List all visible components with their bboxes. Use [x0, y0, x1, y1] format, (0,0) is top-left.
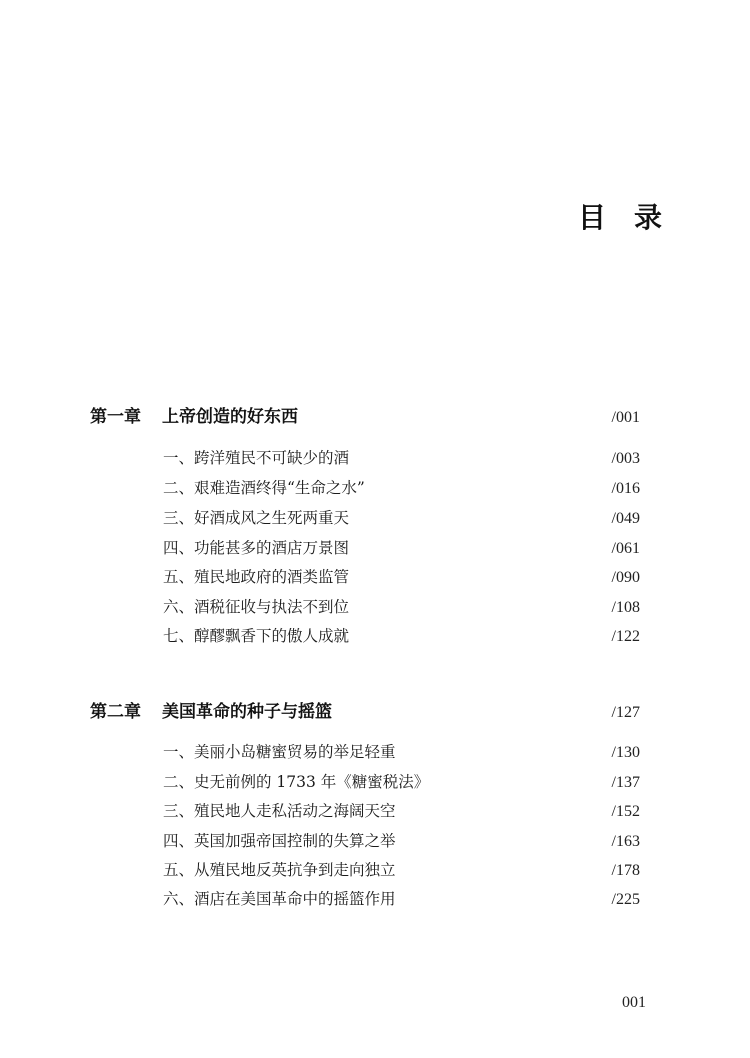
- chapter-label: [90, 697, 332, 722]
- toc-entry[interactable]: [163, 740, 640, 762]
- chapter-number: 第一章: [90, 407, 141, 427]
- chapter-heading[interactable]: [90, 697, 640, 722]
- toc-entry-title: 四、英国加强帝国控制的失算之举: [163, 832, 396, 850]
- toc-entry-page: /178: [611, 862, 640, 879]
- toc-entry-title: 七、醇醪飘香下的傲人成就: [163, 627, 350, 645]
- toc-entry[interactable]: [163, 595, 640, 617]
- toc-entry-title: 三、殖民地人走私活动之海阔天空: [163, 802, 396, 820]
- chapter-number: 第二章: [90, 702, 141, 722]
- page-title: [578, 196, 664, 236]
- toc-entry-page: /061: [611, 540, 640, 557]
- toc-entry-page: /152: [611, 803, 640, 820]
- toc-entry[interactable]: [163, 858, 640, 880]
- toc-entry-title: 二、史无前例的 1733 年《糖蜜税法》: [163, 773, 430, 791]
- toc-entry[interactable]: [163, 829, 640, 851]
- toc-entry-title: 三、好酒成风之生死两重天: [163, 509, 350, 527]
- page-title-char-2: 录: [634, 201, 665, 234]
- chapter-title: 美国革命的种子与摇篮: [162, 702, 332, 722]
- toc-entry-title: 六、酒店在美国革命中的摇篮作用: [163, 890, 396, 908]
- toc-entry-page: /163: [611, 833, 640, 850]
- toc-entry-page: /016: [611, 480, 640, 497]
- toc-entry-page: /137: [611, 774, 640, 791]
- toc-entry[interactable]: [163, 446, 640, 468]
- toc-entry-title: 六、酒税征收与执法不到位: [163, 598, 350, 616]
- toc-entry[interactable]: [163, 799, 640, 821]
- chapter-page-number: /001: [611, 409, 640, 426]
- toc-entry-page: /122: [611, 628, 640, 645]
- toc-entry-page: /130: [611, 744, 640, 761]
- toc-entry-page: /049: [611, 510, 640, 527]
- chapter-label: [90, 402, 298, 427]
- footer-page-number: 001: [622, 994, 646, 1011]
- toc-entry[interactable]: [163, 506, 640, 528]
- page-title-char-1: 目: [578, 201, 609, 234]
- toc-entry[interactable]: [163, 887, 640, 909]
- toc-entry[interactable]: [163, 476, 640, 498]
- chapter-page-number: /127: [611, 704, 640, 721]
- toc-entry-page: /003: [611, 450, 640, 467]
- chapter-title: 上帝创造的好东西: [162, 407, 298, 427]
- toc-entry-title: 五、殖民地政府的酒类监管: [163, 568, 350, 586]
- toc-entry-page: /108: [611, 599, 640, 616]
- toc-entry[interactable]: [163, 565, 640, 587]
- toc-entry-title: 一、美丽小岛糖蜜贸易的举足轻重: [163, 743, 396, 761]
- toc-entry-title: 五、从殖民地反英抗争到走向独立: [163, 861, 396, 879]
- chapter-heading[interactable]: [90, 402, 640, 427]
- toc-entry-title: 四、功能甚多的酒店万景图: [163, 539, 350, 557]
- toc-entry[interactable]: [163, 624, 640, 646]
- toc-entry-page: /225: [611, 891, 640, 908]
- toc-entry-page: /090: [611, 569, 640, 586]
- toc-entry[interactable]: [163, 536, 640, 558]
- toc-entry[interactable]: [163, 770, 640, 792]
- toc-entry-title: 一、跨洋殖民不可缺少的酒: [163, 449, 350, 467]
- toc-entry-title: 二、艰难造酒终得“生命之水”: [163, 479, 365, 497]
